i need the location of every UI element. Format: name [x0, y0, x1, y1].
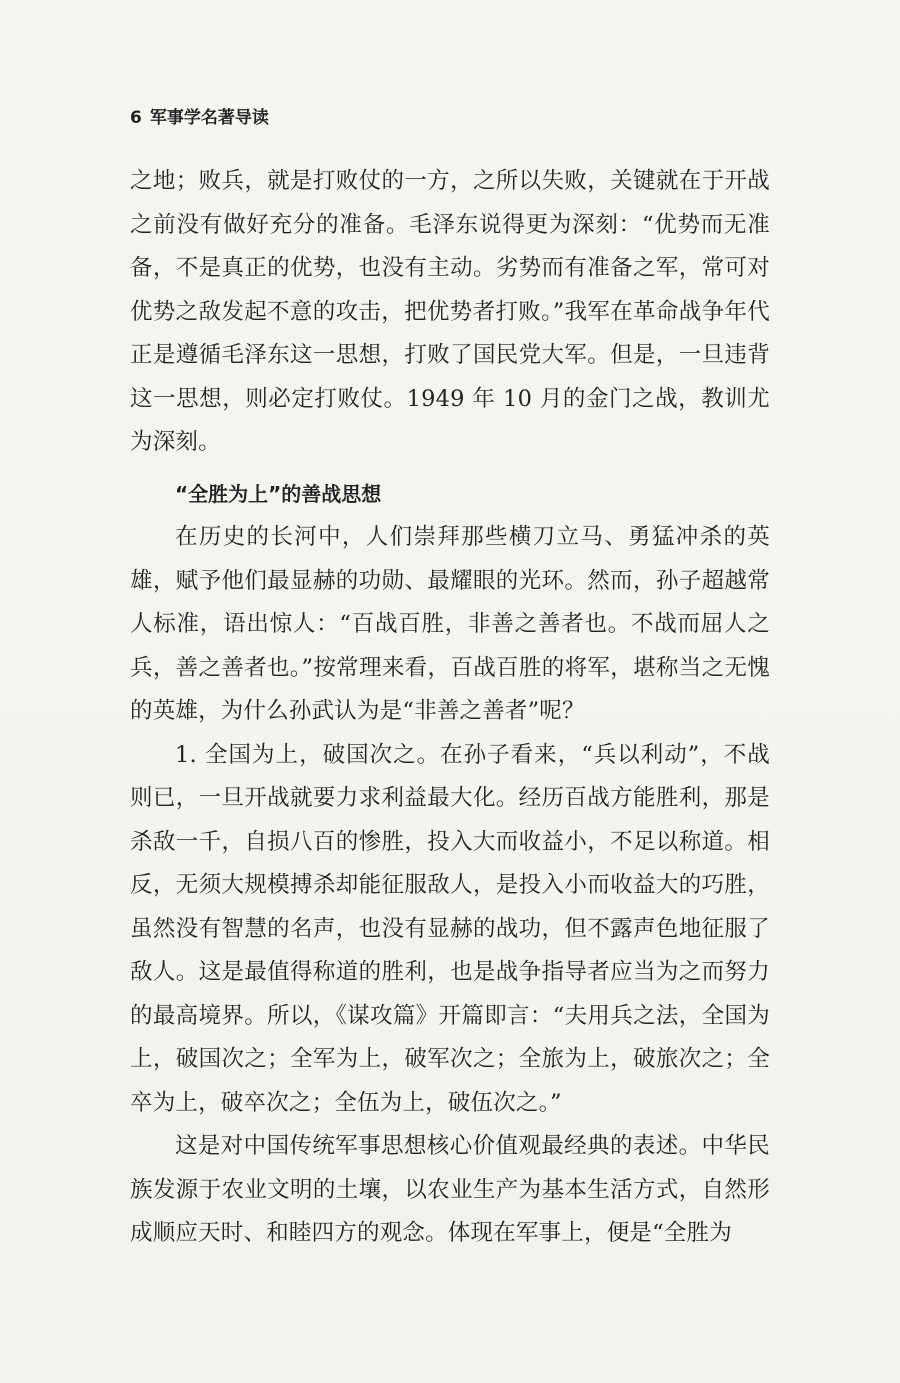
paragraph-continuation: 之地；败兵，就是打败仗的一方，之所以失败，关键就在于开战之前没有做好充分的准备。毛泽东说得更为深刻：“优势而无准备，不是真正的优势，也没有主动。劣势而有准备之军，常可对优势之敌发起不意的攻击，把优势者打败。”我军在革命战争年代正是遵循毛泽东这一思想，打败了国民党大军。但是，一旦违背这一思想，则必定打败仗。1949 年 10 月的金门之战，教训尤为深刻。: [130, 168, 770, 455]
section-heading: “全胜为上”的善战思想: [175, 481, 382, 506]
paragraph: 在历史的长河中，人们崇拜那些横刀立马、勇猛冲杀的英雄，赋予他们最显赫的功勋、最耀眼的光环。然而，孙子超越常人标准，语出惊人：“百战百胜，非善之善者也。不战而屈人之兵，善之善者也。”按常理来看，百战百胜的将军，堪称当之无愧的英雄，为什么孙武认为是“非善之善者”呢？: [130, 524, 770, 724]
paragraph: 这是对中国传统军事思想核心价值观最经典的表述。中华民族发源于农业文明的土壤，以农业生产为基本生活方式，自然形成顺应天时、和睦四方的观念。体现在军事上，便是“全胜为: [130, 1133, 770, 1246]
page-header: [130, 103, 269, 128]
paragraph-numbered: 1. 全国为上，破国次之。在孙子看来，“兵以利动”，不战则已，一旦开战就要力求利益最大化。经历百战方能胜利，那是杀敌一千，自损八百的惨胜，投入大而收益小，不足以称道。相反，无须大规模搏杀却能征服敌人，是投入小而收益大的巧胜，虽然没有智慧的名声，也没有显赫的战功，但不露声色地征服了敌人。这是最值得称道的胜利，也是战争指导者应当为之而努力的最高境界。所以，《谋攻篇》开篇即言：“夫用兵之法，全国为上，破国次之；全军为上，破军次之；全旅为上，破旅次之；全卒为上，破卒次之；全伍为上，破伍次之。”: [130, 741, 770, 1116]
page-number: 6: [130, 108, 142, 128]
book-title: 军事学名著导读: [149, 108, 269, 128]
page-body: [130, 160, 770, 1256]
